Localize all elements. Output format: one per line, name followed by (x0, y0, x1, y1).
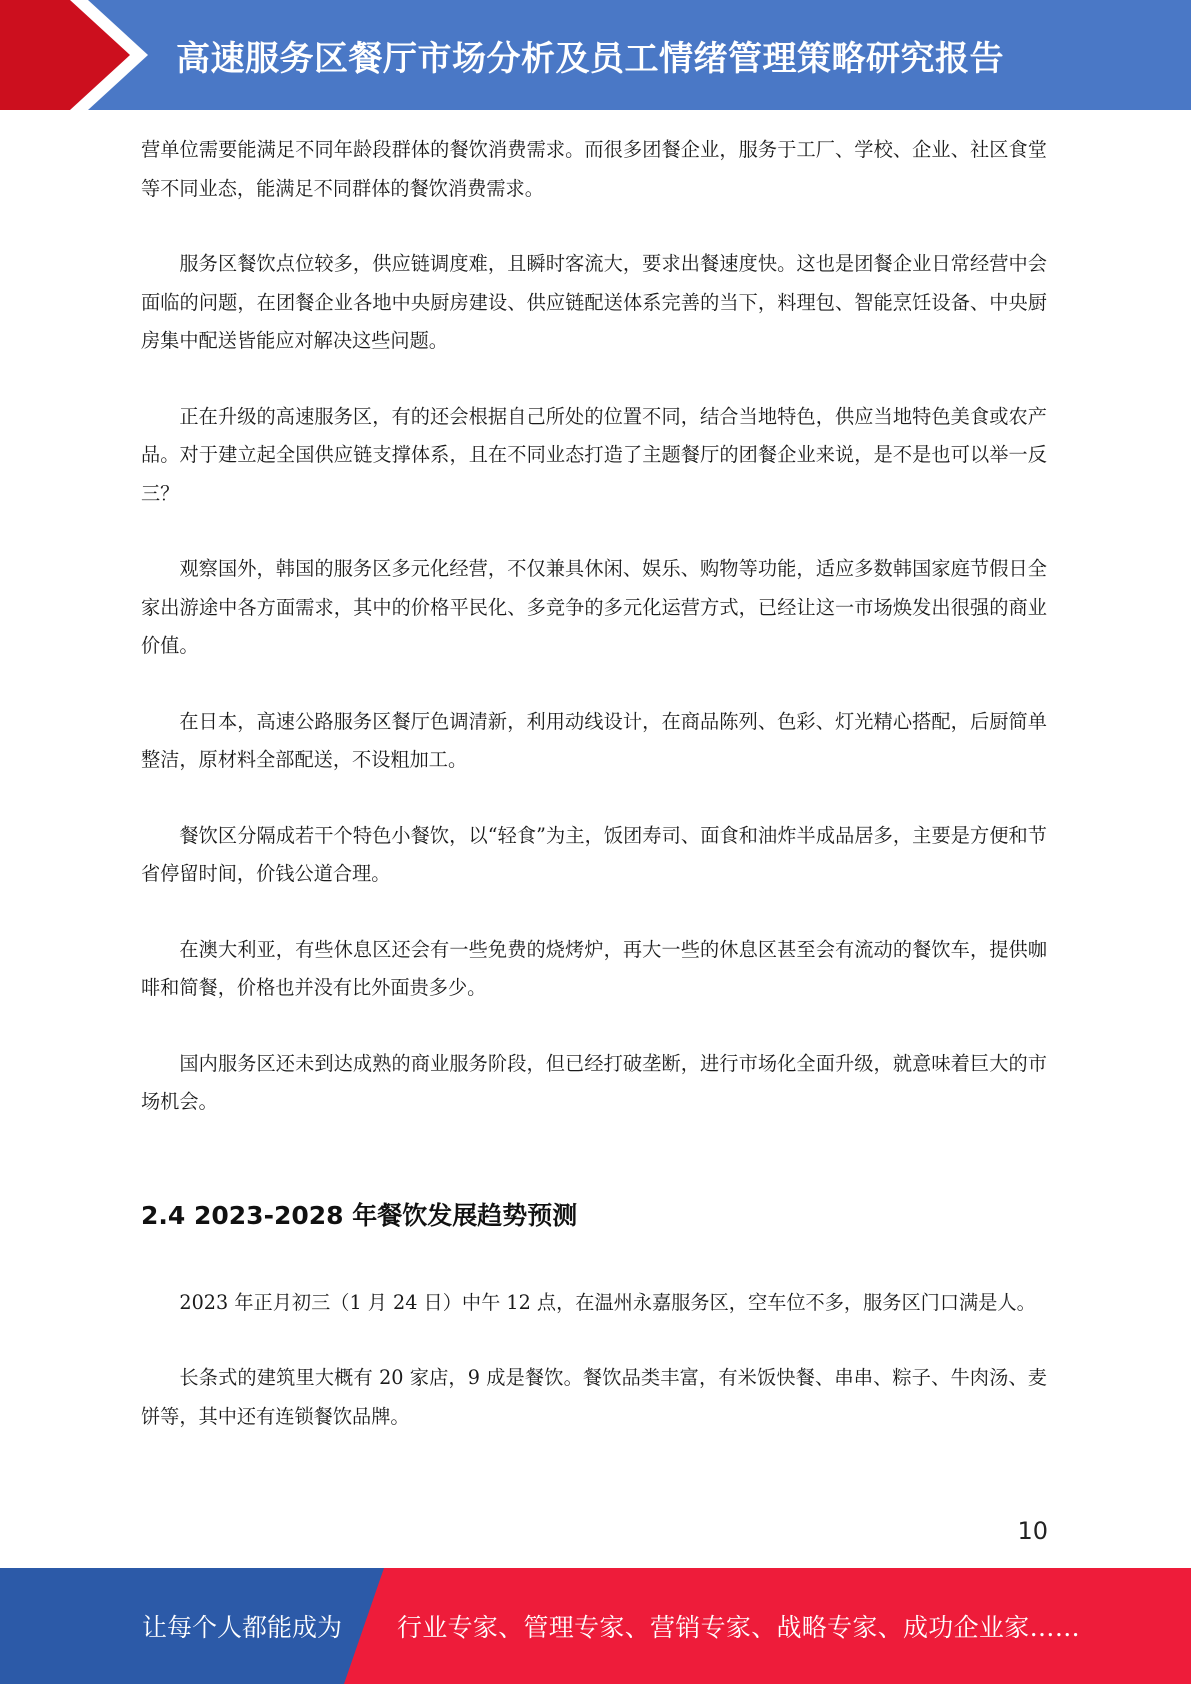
document-body (141, 131, 1047, 1473)
paragraph-group-after (141, 1284, 1047, 1437)
body-paragraph: 在澳大利亚，有些休息区还会有一些免费的烧烤炉，再大一些的休息区甚至会有流动的餐饮车，提供咖啡和简餐，价格也并没有比外面贵多少。 (141, 937, 1047, 999)
body-paragraph: 营单位需要能满足不同年龄段群体的餐饮消费需求。而很多团餐企业，服务于工厂、学校、企业、社区食堂等不同业态，能满足不同群体的餐饮消费需求。 (141, 138, 1047, 200)
body-paragraph: 国内服务区还未到达成熟的商业服务阶段，但已经打破垄断，进行市场化全面升级，就意味着巨大的市场机会。 (141, 1051, 1047, 1113)
page-number: 10 (1017, 1517, 1048, 1545)
body-paragraph: 服务区餐饮点位较多，供应链调度难，且瞬时客流大，要求出餐速度快。这也是团餐企业日常经营中会面临的问题，在团餐企业各地中央厨房建设、供应链配送体系完善的当下，料理包、智能烹饪设备、中央厨房集中配送皆能应对解决这些问题。 (141, 252, 1047, 352)
page-footer-banner (0, 1568, 1191, 1684)
body-paragraph: 在日本，高速公路服务区餐厅色调清新，利用动线设计，在商品陈列、色彩、灯光精心搭配，后厨简单整洁，原材料全部配送，不设粗加工。 (141, 709, 1047, 771)
body-paragraph: 长条式的建筑里大概有 20 家店，9 成是餐饮。餐饮品类丰富，有米饭快餐、串串、粽子、牛肉汤、麦饼等，其中还有连锁餐饮品牌。 (141, 1366, 1047, 1428)
document-title: 高速服务区餐厅市场分析及员工情绪管理策略研究报告 (176, 38, 1004, 79)
section-heading: 2.4 2023-2028 年餐饮发展趋势预测 (141, 1200, 578, 1230)
body-paragraph: 观察国外，韩国的服务区多元化经营，不仅兼具休闲、娱乐、购物等功能，适应多数韩国家庭节假日全家出游途中各方面需求，其中的价格平民化、多竞争的多元化运营方式，已经让这一市场焕发出很强的商业价值。 (141, 557, 1047, 657)
body-paragraph: 餐饮区分隔成若干个特色小餐饮，以“轻食”为主，饭团寿司、面食和油炸半成品居多，主要是方便和节省停留时间，价钱公道合理。 (141, 823, 1047, 885)
footer-slogan-left: 让每个人都能成为 (142, 1613, 343, 1642)
body-paragraph: 2023 年正月初三（1 月 24 日）中午 12 点，在温州永嘉服务区，空车位不多，服务区门口满是人。 (179, 1290, 1036, 1314)
footer-slogan-right: 行业专家、管理专家、营销专家、战略专家、成功企业家…… (397, 1613, 1081, 1642)
paragraph-group-before (141, 131, 1047, 1122)
page-header-banner (0, 0, 1191, 110)
body-paragraph: 正在升级的高速服务区，有的还会根据自己所处的位置不同，结合当地特色，供应当地特色美食或农产品。对于建立起全国供应链支撑体系，且在不同业态打造了主题餐厅的团餐企业来说，是不是也可以举一反三？ (141, 404, 1047, 505)
